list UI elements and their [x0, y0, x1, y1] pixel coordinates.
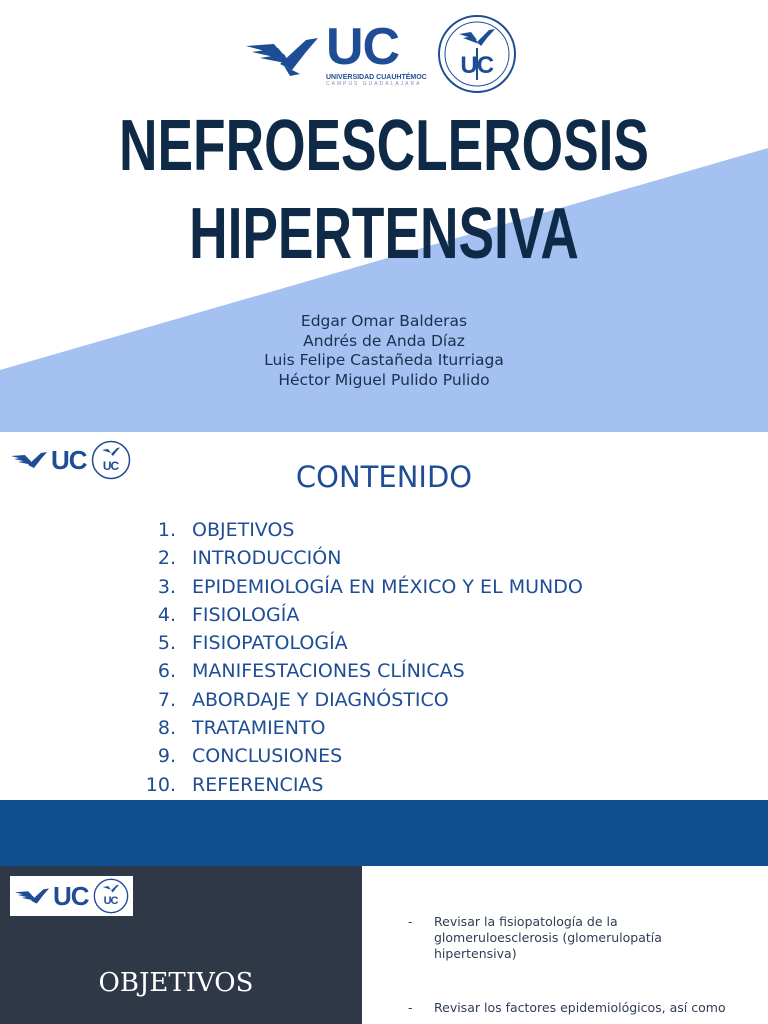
toc-number: 8.	[157, 717, 176, 740]
toc-item	[130, 544, 583, 572]
objective-item	[408, 1000, 738, 1016]
toc-number: 5.	[157, 632, 176, 655]
bullet-dash: -	[408, 1000, 413, 1015]
table-of-contents	[130, 516, 583, 799]
toc-item	[130, 516, 583, 544]
toc-label: ABORDAJE Y DIAGNÓSTICO	[192, 688, 449, 711]
slide-title-line2: HIPERTENSIVA	[189, 194, 579, 274]
toc-label: FISIOLOGÍA	[192, 603, 300, 626]
objective-text: Revisar los factores epidemiológicos, así como	[434, 1000, 726, 1015]
toc-item	[130, 714, 583, 742]
toc-item	[130, 573, 583, 601]
logo-brand-text: UC	[53, 880, 89, 911]
bird-icon	[244, 30, 320, 78]
toc-label: REFERENCIAS	[192, 773, 324, 796]
toc-number: 4.	[157, 603, 176, 626]
objectives-list	[408, 914, 738, 1024]
author-name: Edgar Omar Balderas	[300, 312, 468, 330]
toc-label: EPIDEMIOLOGÍA EN MÉXICO Y EL MUNDO	[192, 575, 583, 598]
toc-number: 9.	[157, 745, 176, 768]
toc-number: 1.	[157, 519, 176, 541]
toc-label: OBJETIVOS	[192, 519, 295, 541]
title-slide	[0, 0, 768, 432]
bird-icon	[14, 884, 50, 908]
toc-item	[130, 629, 583, 657]
logo-campus-name: CAMPUS GUADALAJARA	[326, 80, 422, 87]
toc-item	[130, 686, 583, 714]
toc-label: MANIFESTACIONES CLÍNICAS	[192, 660, 465, 683]
objectives-heading: OBJETIVOS	[98, 968, 254, 998]
seal-text: UC	[460, 52, 494, 79]
toc-label: INTRODUCCIÓN	[192, 547, 342, 570]
university-seal	[437, 14, 517, 94]
university-logo-small	[10, 876, 133, 916]
toc-item	[130, 771, 583, 799]
toc-label: CONCLUSIONES	[192, 745, 343, 768]
university-seal	[93, 878, 129, 914]
contents-slide	[0, 432, 768, 800]
author-name: Luis Felipe Castañeda Iturriaga	[264, 351, 504, 369]
logo-brand-text: UC	[51, 444, 87, 475]
toc-label: FISIOPATOLOGÍA	[192, 632, 348, 655]
slide-title-line1: NEFROESCLEROSIS	[119, 106, 649, 186]
contents-heading: CONTENIDO	[295, 460, 473, 494]
toc-number: 2.	[157, 547, 176, 570]
logo-brand-text: UC	[326, 17, 400, 76]
objectives-slide	[0, 866, 768, 1024]
toc-number: 3.	[157, 575, 176, 598]
toc-item	[130, 657, 583, 685]
seal-text: UC	[102, 459, 119, 473]
toc-number: 6.	[157, 660, 176, 683]
objective-item	[408, 914, 738, 962]
objective-text: Revisar la fisiopatología de la glomeruloesclerosis (glomerulopatía hipertensiva)	[434, 914, 662, 961]
dark-side-panel	[0, 866, 362, 1024]
toc-item	[130, 742, 583, 770]
university-logo	[244, 14, 517, 94]
author-list	[0, 312, 768, 390]
toc-number: 7.	[157, 688, 176, 711]
toc-number: 10.	[145, 773, 176, 796]
toc-item	[130, 601, 583, 629]
author-name: Héctor Miguel Pulido Pulido	[278, 370, 490, 389]
author-name: Andrés de Anda Díaz	[303, 331, 465, 350]
bullet-dash: -	[408, 914, 413, 929]
blue-divider-band	[0, 800, 768, 866]
seal-text: UC	[103, 895, 118, 907]
toc-label: TRATAMIENTO	[192, 717, 326, 740]
logo-university-name: UNIVERSIDAD CUAUHTÉMOC	[326, 73, 427, 81]
